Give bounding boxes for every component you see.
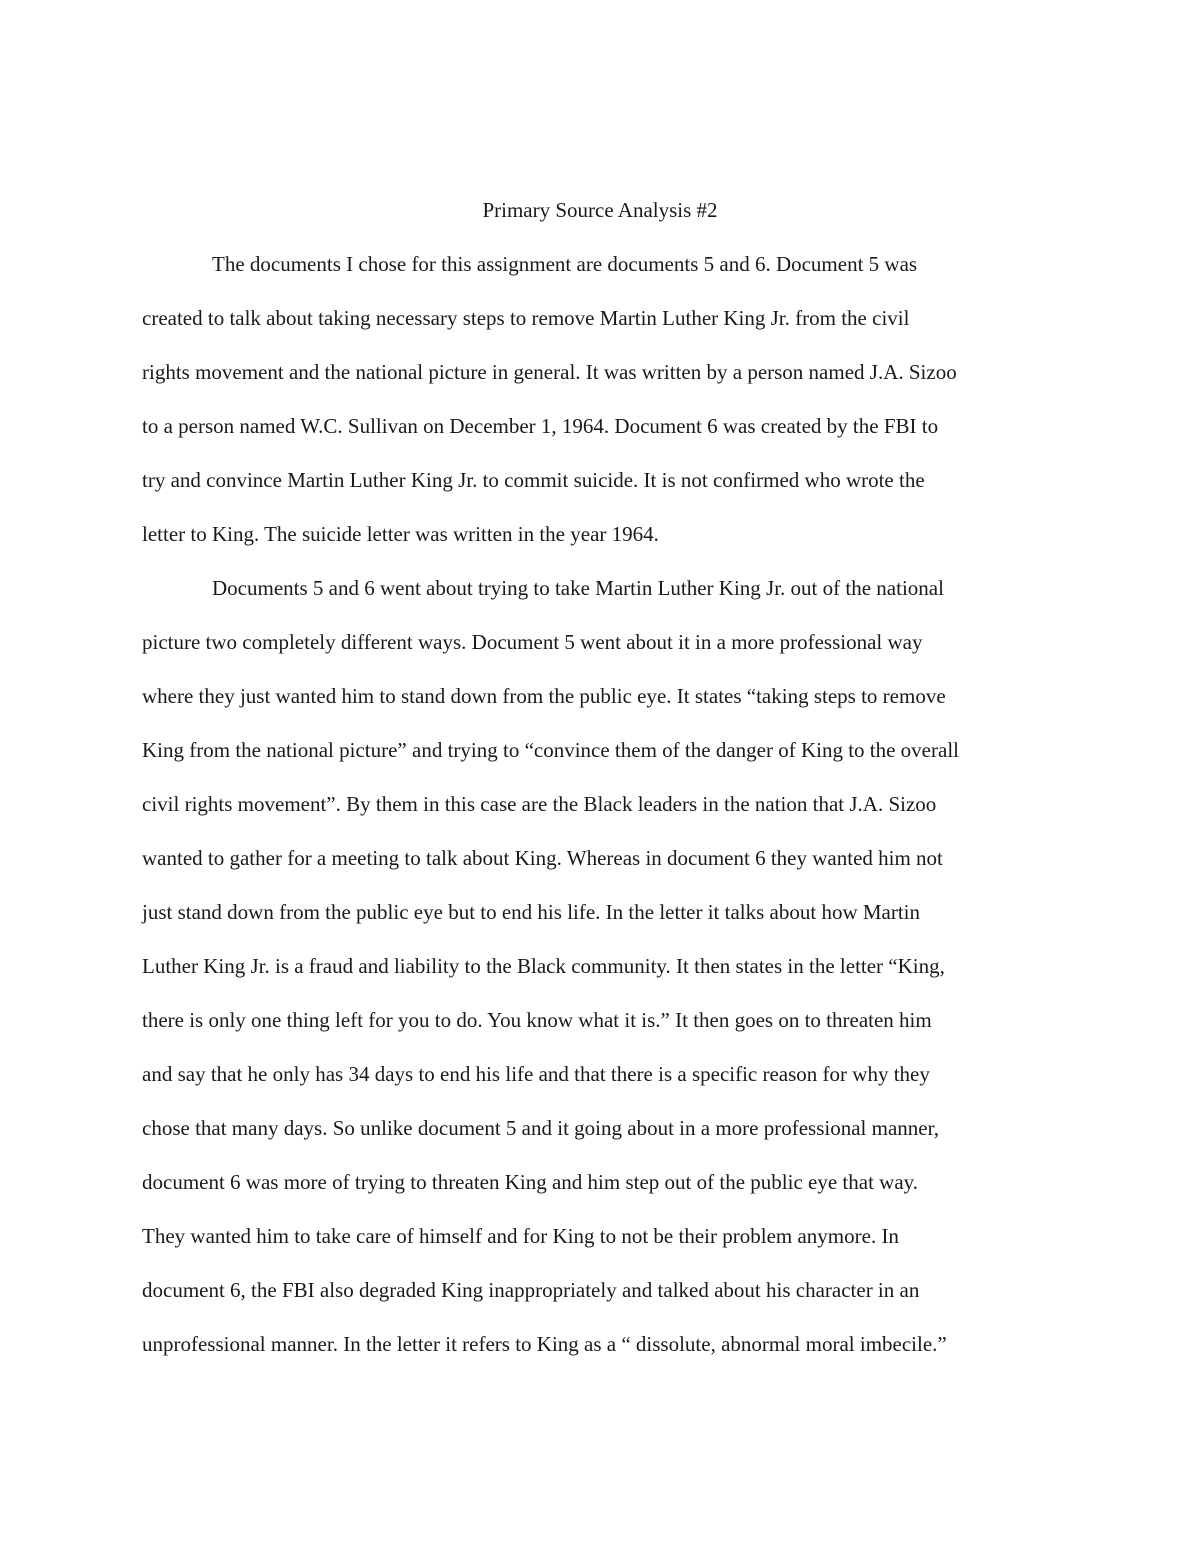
- text-line: wanted to gather for a meeting to talk about King. Whereas in document 6 they wanted him not: [142, 846, 943, 870]
- text-line: They wanted him to take care of himself and for King to not be their problem anymore. In: [142, 1224, 899, 1248]
- text-line: civil rights movement”. By them in this case are the Black leaders in the nation that J.A. Sizoo: [142, 792, 937, 816]
- text-line: just stand down from the public eye but to end his life. In the letter it talks about how Martin: [142, 900, 921, 924]
- text-line: where they just wanted him to stand down from the public eye. It states “taking steps to remove: [142, 684, 946, 708]
- text-line: chose that many days. So unlike document 5 and it going about in a more professional manner,: [142, 1116, 939, 1140]
- text-line: Luther King Jr. is a fraud and liability to the Black community. It then states in the letter “King,: [142, 954, 945, 978]
- document-title: Primary Source Analysis #2: [482, 198, 718, 222]
- text-line: letter to King. The suicide letter was written in the year 1964.: [142, 522, 659, 546]
- text-line: and say that he only has 34 days to end his life and that there is a specific reason for why they: [142, 1062, 930, 1086]
- text-line: document 6 was more of trying to threaten King and him step out of the public eye that way.: [142, 1170, 919, 1194]
- text-line: The documents I chose for this assignment are documents 5 and 6. Document 5 was: [212, 252, 918, 276]
- text-line: try and convince Martin Luther King Jr. to commit suicide. It is not confirmed who wrote the: [142, 468, 925, 492]
- text-line: King from the national picture” and trying to “convince them of the danger of King to the overall: [142, 738, 959, 762]
- text-line: picture two completely different ways. Document 5 went about it in a more professional way: [142, 630, 923, 654]
- text-line: to a person named W.C. Sullivan on December 1, 1964. Document 6 was created by the FBI to: [142, 414, 939, 438]
- text-line: created to talk about taking necessary steps to remove Martin Luther King Jr. from the civil: [142, 306, 910, 330]
- text-line: rights movement and the national picture in general. It was written by a person named J.A. Sizoo: [142, 360, 957, 384]
- text-line: Documents 5 and 6 went about trying to take Martin Luther King Jr. out of the national: [212, 576, 944, 600]
- text-line: unprofessional manner. In the letter it refers to King as a “ dissolute, abnormal moral imbecile.”: [142, 1332, 947, 1356]
- text-line: document 6, the FBI also degraded King inappropriately and talked about his character in an: [142, 1278, 920, 1302]
- text-line: there is only one thing left for you to do. You know what it is.” It then goes on to threaten him: [142, 1008, 932, 1032]
